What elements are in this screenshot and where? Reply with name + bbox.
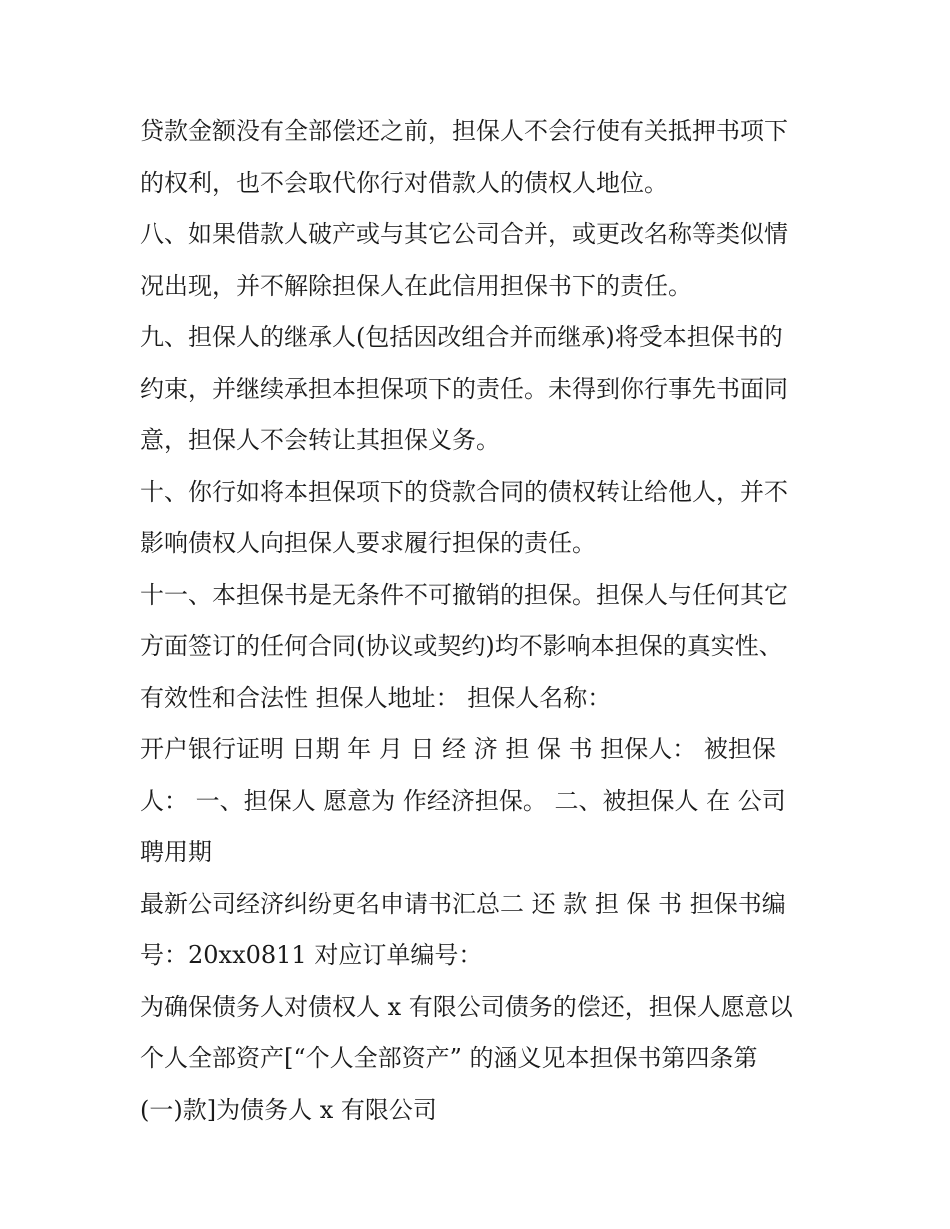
text-line: 个人全部资产[“个人全部资产” 的涵义见本担保书第四条第: [140, 1044, 758, 1072]
guarantor-address-line: 有效性和合法性 担保人地址： 担保人名称：: [140, 683, 612, 712]
guarantee-number-line: 号：20xx0811 对应订单编号：: [140, 941, 483, 969]
text-line: (一)款]为债务人 x 有限公司: [140, 1095, 437, 1124]
document-body: [140, 106, 815, 1136]
text-line: 的权利，也不会取代你行对借款人的债权人地位。: [140, 168, 668, 197]
clause-9-line: 九、担保人的继承人(包括因改组合并而继承)将受本担保书的: [140, 323, 783, 351]
text-line: 意，担保人不会转让其担保义务。: [140, 426, 500, 454]
text-line: 贷款金额没有全部偿还之前，担保人不会行使有关抵押书项下: [140, 117, 788, 145]
repayment-guarantee-heading-line: 最新公司经济纠纷更名申请书汇总二 还 款 担 保 书 担保书编: [140, 889, 786, 918]
clause-10-line: 十、你行如将本担保项下的贷款合同的债权转让给他人，并不: [140, 477, 788, 506]
text-line: 约束，并继续承担本担保项下的责任。未得到你行事先书面同: [140, 374, 788, 403]
text-line: 为确保债务人对债权人 x 有限公司债务的偿还，担保人愿意以: [140, 992, 793, 1021]
clause-8-line: 八、如果借款人破产或与其它公司合并，或更改名称等类似情: [140, 220, 788, 248]
text-line: 影响债权人向担保人要求履行担保的责任。: [140, 529, 596, 557]
text-line: 聘用期: [140, 838, 212, 866]
text-line: 方面签订的任何合同(协议或契约)均不影响本担保的真实性、: [140, 632, 783, 660]
bank-certificate-line: 开户银行证明 日期 年 月 日 经 济 担 保 书 担保人： 被担保: [140, 735, 776, 763]
text-line: 人： 一、担保人 愿意为 作经济担保。 二、被担保人 在 公司: [140, 786, 786, 815]
clause-11-line: 十一、本担保书是无条件不可撤销的担保。担保人与任何其它: [140, 580, 788, 609]
text-line: 况出现，并不解除担保人在此信用担保书下的责任。: [140, 271, 692, 300]
